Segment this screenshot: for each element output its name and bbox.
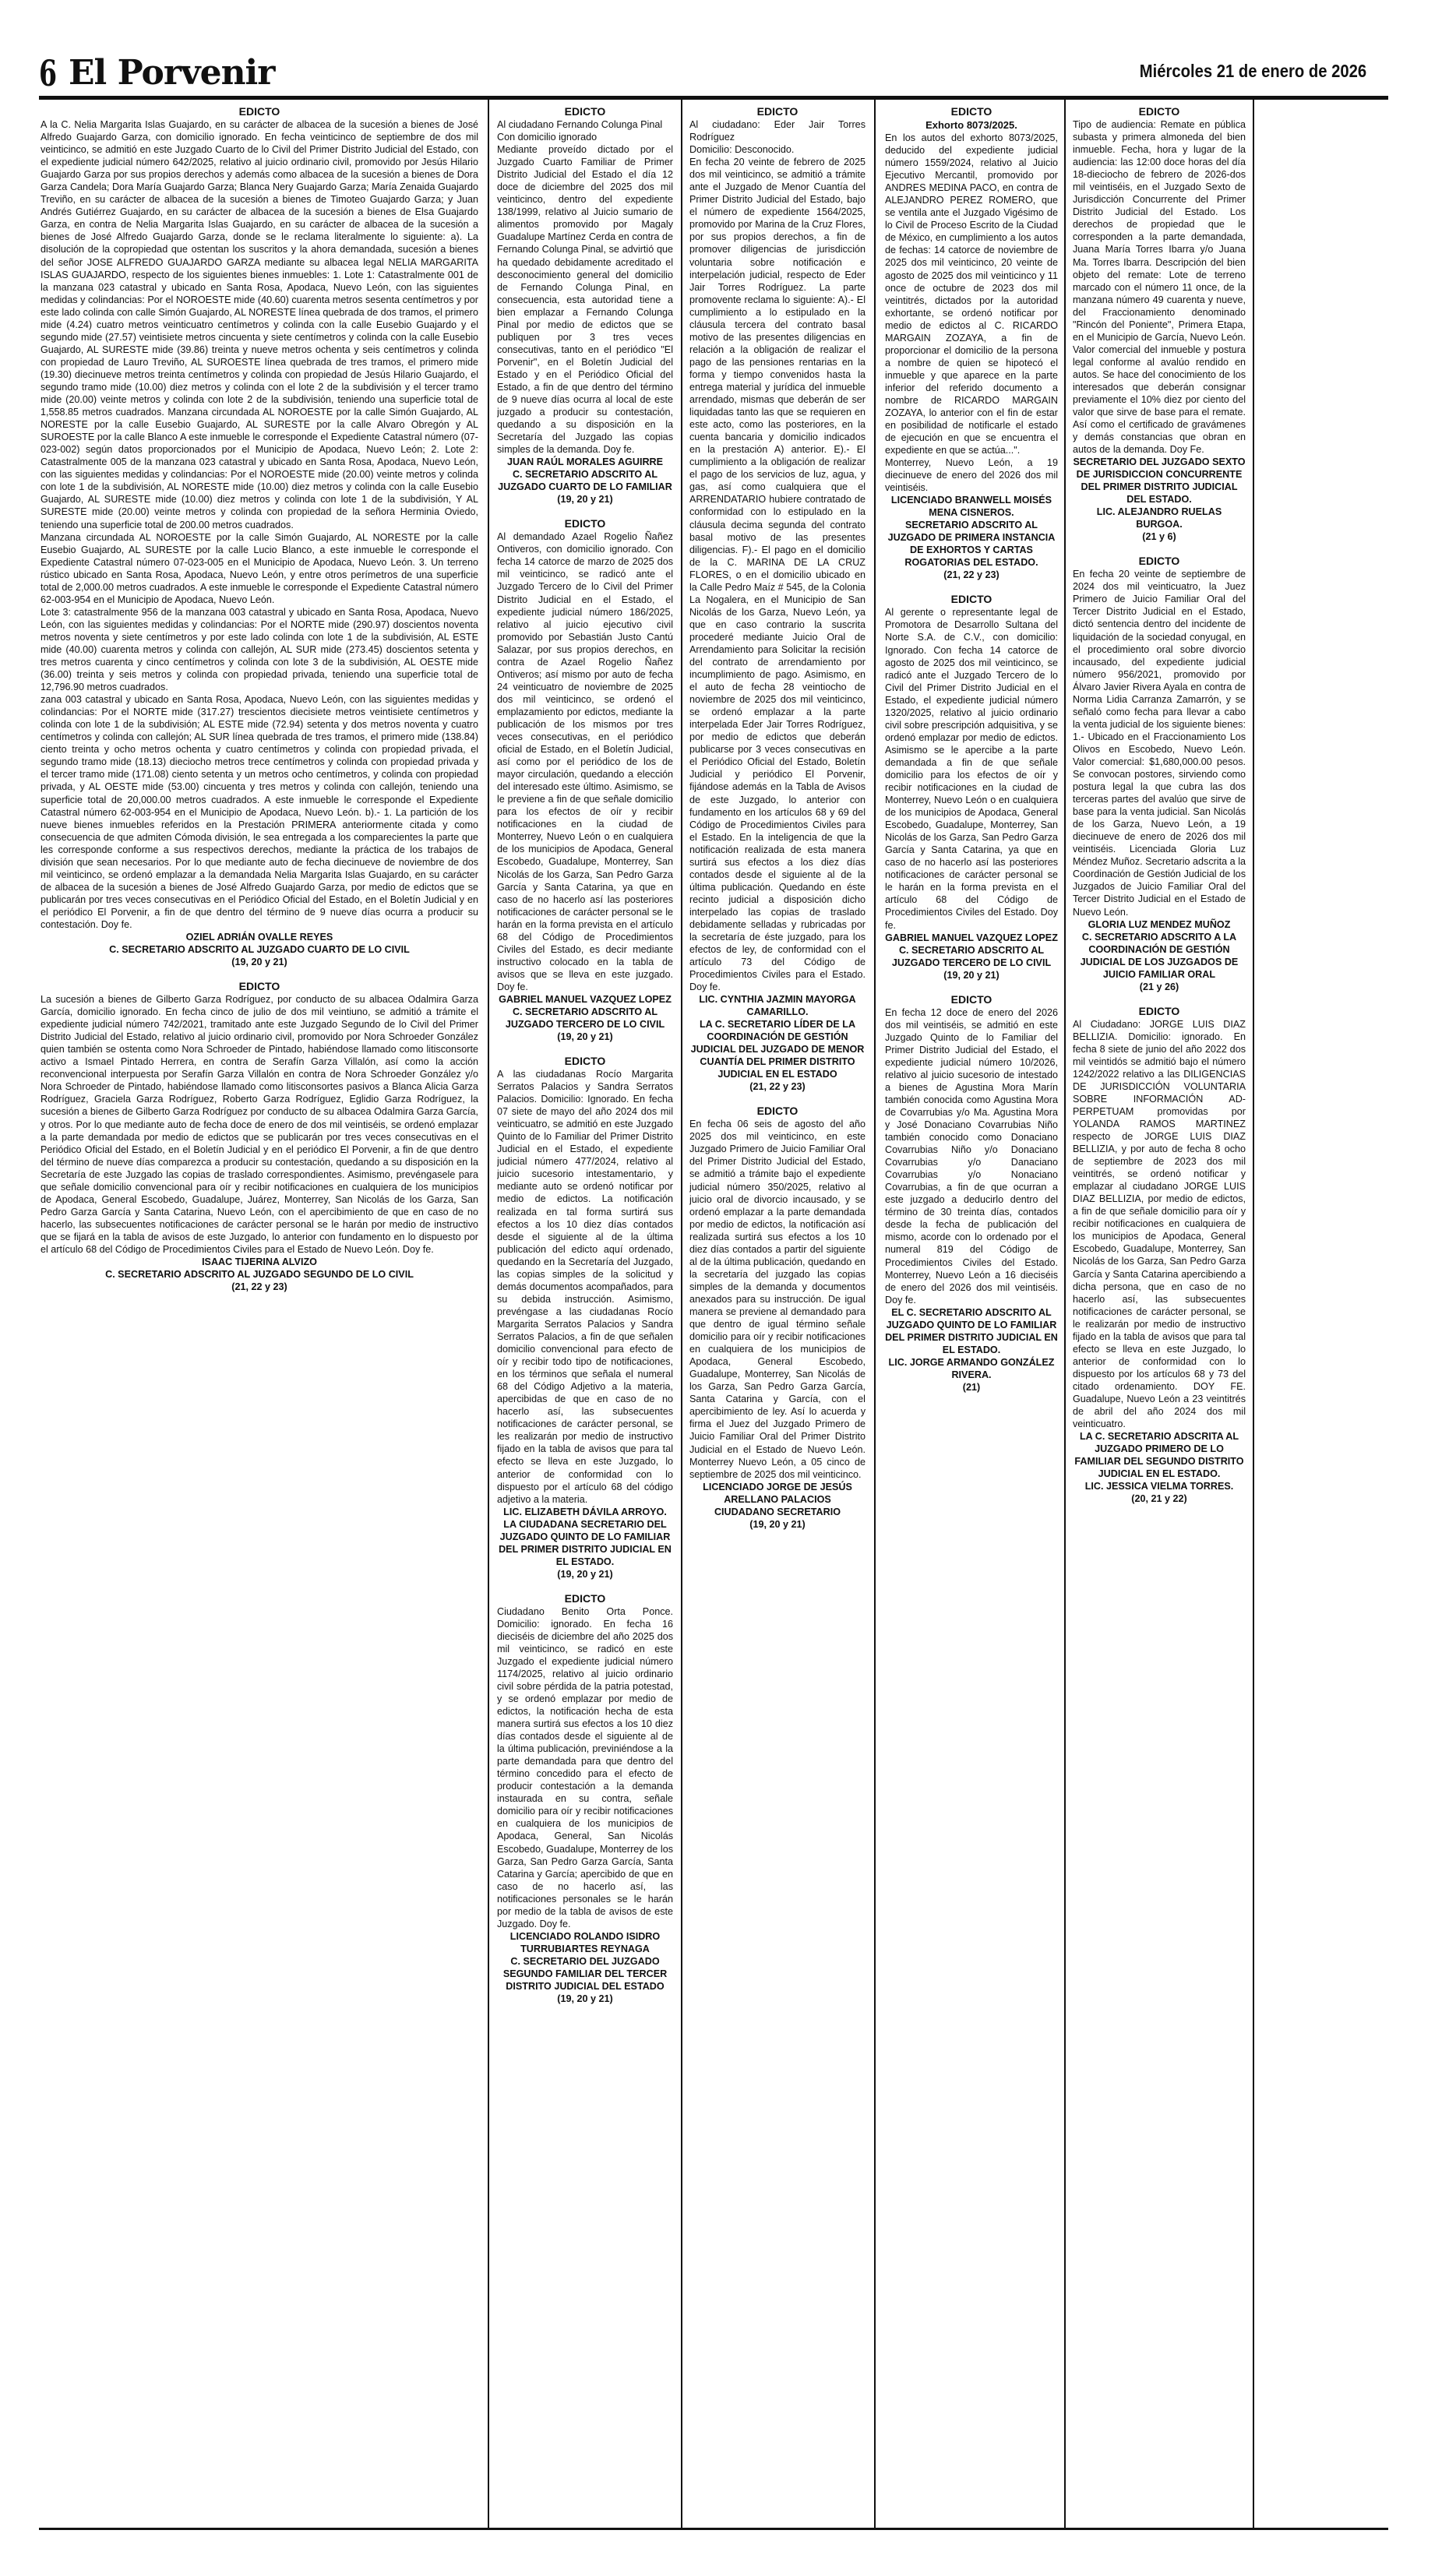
edicto-body xyxy=(885,606,1058,931)
edicto-paragraph: Al gerente o representante legal de Promotora de Desarrollo Sultana del Norte S.A. de C.V., con domicilio: Ignorado. Con fecha 14 catorce de agosto de 2025 dos mil veinticinco, se radicó ante el Juzgado Tercero de lo Civil del Primer Distrito Judicial en el Estado, el expediente judicial número 1320/2025, relativo al juicio ordinario civil sobre prescripción adquisitiva, y se ordenó emplazar por medio de edictos. Asimismo se le apercibe a la parte demandada a fin de que señale domicilio para los efectos de oír y recibir notificaciones en la ciudad de Monterrey, Nuevo León o en cualquiera de los municipios de Apodaca, General Escobedo, Guadalupe, Monterrey, San Nicolás de los Garza, San Pedro Garza García y Santa Catarina, ya que en caso de no hacerlo así las posteriores notificaciones de carácter personal se le harán en la forma prevista en el artículo 68 del Código de Procedimientos Civiles del Estado. Doy fe. xyxy=(885,607,1058,931)
column-divider xyxy=(488,100,489,2528)
edicto-signature xyxy=(885,494,1058,581)
edicto-paragraph: Tipo de audiencia: Remate en pública subasta y primera almoneda del bien inmueble. Fecha, hora y lugar de la audiencia: las 12:00 doce horas del día 18-dieciocho de febrero de 2026-dos mil veintiséis, en el Juzgado Sexto de Jurisdicción Concurrente del Primer Distrito Judicial del Estado. Los derechos de propiedad que le corresponden a la parte demandada, Juana María Torres Ibarra y/o Juana Ma. Torres Ibarra. Descripción del bien objeto del remate: Lote de terreno marcado con el número 11 once, de la manzana número 49 cuarenta y nueve, del Fraccionamiento denominado "Rincón del Poniente", Primera Etapa, en el Municipio de García, Nuevo León. Valor comercial del inmueble y postura legal conforme al avalúo rendido en autos. Se hace del conocimiento de los interesados que deberán consignar previamente el 10% diez por ciento del valor que sirve de base para el remate. Así como el certificado de gravámenes y demás constancias que obran en autos de la demanda. Doy Fe. xyxy=(1073,119,1246,456)
signature-line: (19, 20 y 21) xyxy=(557,494,613,506)
edicto-paragraph: Manzana circundada AL NOROESTE por la calle Simón Guajardo, AL NORESTE por la calle Eusebio Guajardo, AL SURESTE por la calle Lucio Blanco, a este inmueble le corresponde el Expediente Catastral número 07-023-005 en el Municipio de Apodaca, Nuevo León. 3. Un terreno rústico ubicado en Santa Rosa, Apodaca, Nuevo León, y entre otros perímetros de una superficie total de 2,000.00 metros cuadrados. A este inmueble le corresponde el Expediente Catastral número 62-003-954 en el Municipio de Apodaca, Nuevo León. xyxy=(41,531,478,605)
edicto-notice xyxy=(497,104,673,506)
edicto-notice xyxy=(41,104,478,968)
signature-line: (20, 21 y 22) xyxy=(1131,1493,1187,1505)
edicto-signature xyxy=(885,932,1058,981)
edicto-paragraph: zana 003 catastral y ubicado en Santa Rosa, Apodaca, Nuevo León, con las siguientes medidas y colindancias: Por el NORTE mide (317.27) trescientos diecisiete metros veintisiete centímetros y colinda con lote 1 de la subdivisión; AL ESTE mide (72.94) setenta y dos metros noventa y cuatro centímetros y colinda con callejón; AL SUR línea quebrada de tres tramos, el primero mide (138.84) ciento treinta y ocho metros ochenta y cuatro centímetros y colinda con propiedad privada, el segundo tramo mide (18.13) dieciocho metros trece centímetros y colinda con propiedad privada y el tercer tramo mide (171.08) ciento setenta y un metros ocho centímetros, y colinda con propiedad privada, y AL OESTE mide (53.00) cincuenta y tres metros y colinda con callejón, teniendo una superficie total de 20,000.00 metros cuadrados. A este inmueble le corresponde el Expediente Catastral número 62-003-954 en el Municipio de Apodaca, Nuevo León. b).- 1. La partición de los nueve bienes inmuebles referidos en la Prestación PRIMERA anteriormente citada y como consecuencia de que admiten Cómoda división, le sea entregada a los comparecientes la parte que les corresponde conforme a sus respectivos derechos, mediante la práctica de los trabajos de división que sean necesarios. Por lo que mediante auto de fecha diecinueve de noviembre de dos mil veinticinco, se ordenó emplazar a la demandada Nelia Margarita Islas Guajardo, en su carácter de albacea de la sucesión a bienes de José Alfredo Guajardo Garza, por medio de edictos que se publicarán por tres veces consecutivas en el Periódico Oficial del Estado, en el Boletín Judicial y en el periódico El Porvenir, a fin de que dentro del término de 9 nueve días ocurra a producir su contestación. Doy fe. xyxy=(41,694,478,930)
edicto-signature xyxy=(1073,456,1246,543)
edicto-notice xyxy=(497,1054,673,1580)
signature-line: OZIEL ADRIÁN OVALLE REYES xyxy=(185,932,333,943)
edicto-paragraph: Domicilio: Desconocido. xyxy=(689,144,795,156)
edicto-title: EDICTO xyxy=(950,105,992,118)
edicto-signature xyxy=(497,456,673,506)
edicto-notice xyxy=(41,979,478,1293)
bottom-rule xyxy=(39,2528,1388,2530)
signature-line: (19, 20 y 21) xyxy=(557,1993,613,2004)
edicto-title: EDICTO xyxy=(756,105,799,118)
signature-line: GABRIEL MANUEL VAZQUEZ LOPEZ xyxy=(499,994,672,1005)
signature-line: (19, 20 y 21) xyxy=(749,1518,806,1530)
edicto-subtitle: Exhorto 8073/2025. xyxy=(925,119,1017,131)
signature-line: (21 y 26) xyxy=(1139,981,1179,992)
edicto-title: EDICTO xyxy=(1138,105,1180,118)
edicto-title: EDICTO xyxy=(564,105,606,118)
edicto-signature xyxy=(689,1481,866,1531)
edicto-body xyxy=(497,1068,673,1506)
edicto-notice xyxy=(497,516,673,1043)
edicto-title: EDICTO xyxy=(950,992,992,1006)
signature-line: SECRETARIO DEL JUZGADO SEXTO DE JURISDICCION CONCURRENTE DEL PRIMER DISTRITO JUDICIAL DEL ESTADO. xyxy=(1073,456,1246,506)
column-divider xyxy=(874,100,876,2528)
signature-line: C. SECRETARIO ADSCRITO AL JUZGADO SEGUNDO DE LO CIVIL xyxy=(105,1269,414,1281)
signature-line: LICENCIADO JORGE DE JESÚS ARELLANO PALACIOS xyxy=(703,1481,852,1505)
edicto-paragraph: Con domicilio ignorado xyxy=(497,132,598,143)
edicto-paragraph: Al demandado Azael Rogelio Ñañez Ontiveros, con domicilio ignorado. Con fecha 14 catorce de marzo de 2025 dos mil veinticinco, se radicó ante el Juzgado Tercero de lo Civil del Primer Distrito Judicial en el Estado, el expediente judicial número 186/2025, relativo al juicio ejecutivo civil promovido por Sebastián Justo Cantú Salazar, por sus propios derechos, en contra de Azael Rogelio Ñañez Ontiveros; así mismo por auto de fecha 24 veinticuatro de noviembre de 2025 dos mil veinticinco, se ordenó el emplazamiento por edictos, mediante la publicación de los mismos por tres veces consecutivas, en el periódico oficial de Estado, en el Boletín Judicial, así como por el periódico de los de mayor circulación, quedando a elección del interesado este último. Asimismo, se le previene a fin de que señale domicilio para los efectos de oír y recibir notificaciones en la ciudad de Monterrey, Nuevo León o en cualquiera de los municipios de Apodaca, General Escobedo, Guadalupe, Monterrey, San Nicolás de los Garza, San Pedro Garza García y Santa Catarina, ya que en caso de no hacerlo así las posteriores notificaciones de carácter personal se le harán en la forma prevista en el artículo 68 del Código de Procedimientos Civiles del Estado, es decir mediante instructivo colocado en la tabla de avisos que se lleva en este juzgado. Doy fe. xyxy=(497,531,673,992)
edicto-body xyxy=(1073,1018,1246,1431)
edicto-notice xyxy=(497,1591,673,2005)
signature-line: CIUDADANO SECRETARIO xyxy=(714,1506,841,1517)
edicto-paragraph: Al ciudadano Fernando Colunga Pinal xyxy=(497,119,663,130)
edicto-notice xyxy=(885,992,1058,1394)
column-2 xyxy=(497,100,673,2528)
edicto-body xyxy=(497,118,673,456)
edicto-paragraph: La sucesión a bienes de Gilberto Garza Rodríguez, por conducto de su albacea Odalmira Garza García, domicilio ignorado. En fecha cinco de julio de dos mil veintiuno, se admitió a trámite el expediente judicial número 742/2021, tramitado ante este Juzgado Segundo de lo Civil del Primer Distrito Judicial del Estado, relativo al juicio ordinario civil, promovido por Nora Schroeder González quien también se ostenta como Nora Schroeder de Pintado, habiéndose llamado como litisconsorte activo a Ismael Pintado Herrera, en contra de Serafín Garza Villalón, así como la acción reconvencional interpuesta por Serafín Garza Villalón en contra de Nora Schroeder González y/o Nora Schroeder de Pintado, habiéndose llamado como litisconsortes pasivos a Blanca Alicia Garza Rodríguez, Graciela Garza Rodríguez, Roberto Garza Rodríguez, Eglidio Garza Rodríguez, la sucesión a bienes de Gilberto Garza Rodríguez por conducto de su albacea Odalmira Garza García, y otros. Por lo que mediante auto de fecha doce de enero de dos mil veintiséis, se ordenó emplazar a la parte demandada por medio de edictos que se publicarán por tres veces consecutivas en el Periódico Oficial del Estado, en el Boletín Judicial y en el periódico El Porvenir, a fin de que dentro del término de nueve días comparezca a producir su contestación, quedando a su disposición en la Secretaría de este Juzgado las copias de traslado correspondientes. Asimismo, prevéngasele para que señale domicilio convencional para oír y recibir notificaciones en cualquiera de los municipios de Apodaca, General Escobedo, Guadalupe, Juárez, Monterrey, San Nicolás de los Garza, San Pedro Garza García y Santa Catarina, Nuevo León, con el apercibimiento de que en caso de no hacerlo, las subsecuentes notificaciones de carácter personal se le harán por medio de instructivo que se fijará en la tabla de avisos de este Juzgado, lo anterior con fundamento en lo dispuesto por el artículo 68 del Código de Procedimientos Civiles para el Estado de Nuevo León. Doy fe. xyxy=(41,994,478,1255)
signature-line: C. SECRETARIO ADSCRITO AL JUZGADO TERCERO DE LO CIVIL xyxy=(891,944,1052,968)
signature-line: LA C. SECRETARIO ADSCRITA AL JUZGADO PRIMERO DE LO FAMILIAR DEL SEGUNDO DISTRITO JUDICIAL EN EL ESTADO. xyxy=(1074,1431,1244,1480)
signature-line: (19, 20 y 21) xyxy=(943,969,999,981)
column-divider xyxy=(1064,100,1066,2528)
edicto-notice xyxy=(885,104,1058,581)
edicto-paragraph: Lote 3: catastralmente 956 de la manzana 003 catastral y ubicado en Santa Rosa, Apodaca, Nuevo León, con las siguientes medidas y colindancias: Por el NORTE mide (290.97) doscientos noventa metros noventa y siete centímetros y por este lado colinda con lote 1 de la subdivisión, AL ESTE mide (40.00) cuarenta metros y colinda con callejón, AL SUR mide (273.45) doscientos setenta y tres metros cuarenta y cinco centímetros y colinda con lote 3 de la subdivisión, AL OESTE mide (36.00) treinta y seis metros y colinda con propiedad privada, teniendo una superficie total de 12,796.90 metros cuadrados. xyxy=(41,606,478,693)
edicto-notice xyxy=(1073,104,1246,543)
edicto-signature xyxy=(497,993,673,1043)
edicto-title: EDICTO xyxy=(238,980,280,993)
edicto-body xyxy=(41,118,478,931)
signature-line: (19, 20 y 21) xyxy=(231,957,287,968)
edicto-notice xyxy=(1073,554,1246,992)
edicto-title: EDICTO xyxy=(564,1591,606,1605)
edicto-body xyxy=(41,993,478,1256)
edicto-title: EDICTO xyxy=(564,1055,606,1067)
edicto-signature xyxy=(689,993,866,1093)
page-number: 6 xyxy=(39,52,57,94)
edicto-notice xyxy=(689,104,866,1093)
edicto-notice xyxy=(689,1104,866,1530)
issue-date: Miércoles 21 de enero de 2026 xyxy=(1139,61,1366,81)
column-4 xyxy=(885,100,1058,2528)
newspaper-name: El Porvenir xyxy=(69,53,275,93)
edicto-paragraph: En fecha 20 veinte de septiembre de 2024 dos mil veinticuatro, la Juez Primero de Juicio Familiar Oral del Tercer Distrito Judicial en el Estado, dictó sentencia dentro del incidente de liquidación de la sociedad conyugal, en el procedimiento oral sobre divorcio incausado, del expediente judicial número 956/2021, promovido por Álvaro Javier Rivera Ayala en contra de Norma Lidia Carranza Zamarrón, y se señaló como fecha para llevar a cabo la venta judicial de los siguiente bienes: 1.- Ubicado en el Fraccionamiento Los Olivos en Escobedo, Nuevo León. Valor comercial: $1,680,000.00 pesos. Se convocan postores, sirviendo como postura legal la que cubra las dos terceras partes del avalúo que sirve de base para la venta judicial. San Nicolás de los Garza, Nuevo León, a 19 diecinueve de enero de 2026 dos mil veintiséis. Licenciada Gloria Luz Méndez Muñoz. Secretario adscrita a la Coordinación de Gestión Judicial de los Juzgados de Juicio Familiar Oral del Tercer Distrito Judicial en el Estado de Nuevo León. xyxy=(1073,569,1246,918)
edicto-title: EDICTO xyxy=(1138,1004,1180,1017)
signature-line: LIC. ALEJANDRO RUELAS BURGOA. xyxy=(1096,506,1222,530)
edicto-body xyxy=(885,132,1058,494)
edicto-title: EDICTO xyxy=(1138,555,1180,568)
column-5 xyxy=(1073,100,1246,2528)
signature-line: LIC. JORGE ARMANDO GONZÁLEZ RIVERA. xyxy=(888,1356,1055,1380)
signature-line: C. SECRETARIO ADSCRITO A LA COORDINACIÓN DE GESTIÓN JUDICIAL DE LOS JUZGADOS DE JUICIO FAMILIAR ORAL xyxy=(1080,931,1239,980)
edicto-title: EDICTO xyxy=(756,1105,799,1118)
edicto-paragraph: Mediante proveído dictado por el Juzgado Cuarto Familiar de Primer Distrito Judicial del Estado el día 12 doce de diciembre del 2025 dos mil veinticinco, dentro del expediente 138/1999, relativo al Juicio sumario de alimentos promovido por Magaly Guadalupe Martínez Cerda en contra de Fernando Colunga Pinal, se advirtió que ha quedado debidamente acreditado el desconocimiento general del domicilio de Fernando Colunga Pinal, en consecuencia, esta autoridad tiene a bien emplazar a Fernando Colunga Pinal por medio de edictos que se publiquen por 3 tres veces consecutivas, tanto en el periódico "El Porvenir", en el Boletín Judicial del Estado y en el Periódico Oficial del Estado, a fin de que dentro del término de 9 nueve días ocurra al local de este juzgado a producir su contestación, quedando a su disposición en la Secretaría del Juzgado las copias simples de la demanda. Doy fe. xyxy=(497,144,673,456)
edicto-notice xyxy=(1073,1004,1246,1506)
signature-line: SECRETARIO ADSCRITO AL JUZGADO DE PRIMERA INSTANCIA DE EXHORTOS Y CARTAS ROGATORIAS DEL ESTADO. xyxy=(887,520,1056,569)
edicto-signature xyxy=(41,1256,478,1293)
edicto-body xyxy=(1073,568,1246,918)
signature-line: JUAN RAÚL MORALES AGUIRRE xyxy=(506,456,664,468)
edicto-signature xyxy=(497,1506,673,1580)
edicto-paragraph: En fecha 06 seis de agosto del año 2025 dos mil veinticinco, en este Juzgado Primero de Juicio Familiar Oral del Primer Distrito Judicial del Estado, se admitió a trámite bajo el expediente judicial número 350/2025, relativo al juicio oral de divorcio incausado, y se ordenó emplazar a la parte demandada por medio de edictos, la notificación así realizada surtirá sus efectos a los 10 diez días contados a partir del siguiente al de la última publicación, quedando en la secretaría del juzgado las copias simples de la demanda y documentos anexados para su instrucción. De igual manera se previene al demandado para que dentro de igual término señale domicilio para oír y recibir notificaciones en cualquiera de los municipios de Apodaca, General Escobedo, Guadalupe, Monterrey, San Nicolás de los Garza, San Pedro Garza García, Santa Catarina y García, con el apercibimiento de ley. Así lo acuerda y firma el Juez del Juzgado Primero de Juicio Familiar Oral del Primer Distrito Judicial en el Estado de Nuevo León. Monterrey Nuevo León, a 05 cinco de septiembre de 2025 dos mil veinticinco. xyxy=(689,1119,866,1480)
signature-line: (21 y 6) xyxy=(1142,531,1176,543)
signature-line: LICENCIADO ROLANDO ISIDRO TURRUBIARTES REYNAGA xyxy=(509,1930,661,1954)
signature-line: (19, 20 y 21) xyxy=(557,1031,613,1042)
column-divider xyxy=(681,100,682,2528)
edicto-body xyxy=(689,1118,866,1480)
edicto-body xyxy=(497,530,673,993)
edicto-signature xyxy=(497,1930,673,2005)
edicto-paragraph: Monterrey, Nuevo León, a 19 diecinueve de enero del 2026 dos mil veintiséis. xyxy=(885,457,1058,494)
signature-line: (21) xyxy=(962,1381,981,1393)
edicto-body xyxy=(1073,118,1246,456)
edicto-body xyxy=(689,118,866,993)
edicto-title: EDICTO xyxy=(238,105,280,118)
edicto-title: EDICTO xyxy=(950,593,992,606)
signature-line: (19, 20 y 21) xyxy=(557,1568,613,1580)
edicto-signature xyxy=(41,931,478,968)
signature-line: (21, 22 y 23) xyxy=(943,569,999,581)
signature-line: (21, 22 y 23) xyxy=(749,1081,806,1093)
signature-line: EL C. SECRETARIO ADSCRITO AL JUZGADO QUINTO DE LO FAMILIAR DEL PRIMER DISTRITO JUDICIAL EN EL ESTADO. xyxy=(885,1306,1058,1355)
signature-line: LA C. SECRETARIO LÍDER DE LA COORDINACIÓN DE GESTIÓN JUDICIAL DEL JUZGADO DE MENOR CUANTÍA DEL PRIMER DISTRITO JUDICIAL EN EL ESTADO xyxy=(690,1019,865,1080)
edicto-paragraph: En fecha 12 doce de enero del 2026 dos mil veintiséis, se admitió en este Juzgado Quinto de lo Familiar del Primer Distrito Judicial del Estado, el expediente judicial número 10/2026, relativo al juicio sucesorio de intestado a bienes de Agustina Mora Marín también conocida como Agustina Mora de Covarrubias y/o Ma. Agustina Mora y José Donaciano Covarrubias Niño también conocido como Donaciano Covarrubias Niño y/o Donaciano Covarrubias y/o Danaciano Covarrubias y/o Nonaciano Covarrubias, a fin de que ocurran a este juzgado a deducirlo dentro del término de 30 treinta días, contados desde la fecha de publicación del mismo, acorde con lo ordenado por el numeral 819 del Código de Procedimientos Civiles del Estado. Monterrey, Nuevo León a 16 dieciséis de enero del 2026 dos mil veintiséis. Doy fe. xyxy=(885,1006,1058,1306)
signature-line: LIC. ELIZABETH DÁVILA ARROYO. xyxy=(503,1506,667,1517)
signature-line: C. SECRETARIO ADSCRITO AL JUZGADO CUARTO DE LO CIVIL xyxy=(109,944,410,956)
edicto-paragraph: Al ciudadano: Eder Jair Torres Rodríguez xyxy=(689,119,866,143)
signature-line: LIC. JESSICA VIELMA TORRES. xyxy=(1084,1481,1234,1492)
signature-line: LICENCIADO BRANWELL MOISÉS MENA CISNEROS. xyxy=(890,495,1052,519)
edicto-paragraph: A la C. Nelia Margarita Islas Guajardo, en su carácter de albacea de la sucesión a bienes de José Alfredo Guajardo Garza, con domicilio ignorado. En fecha veinticinco de septiembre de dos mil veinticinco, se admitió en este Juzgado Cuarto de lo Civil del Primer Distrito Judicial del Estado, con el expediente judicial número 642/2025, relativo al juicio ordinario civil, promovido por Jesús Hilario Guajardo Garza por sus propios derechos y además como albacea de la sucesión a bienes de Dora Garza Candela; Dora María Guajardo Garza; Blanca Nery Guajardo Garza; María Zenaida Guajardo Treviño, en su carácter de albacea de la sucesión a bienes de Timoteo Guajardo Garza; y Juan Andrés Gutiérrez Guajardo, en su carácter de albacea de la sucesión a bienes de Elsa Guajardo Garza, en contra de Nelia Margarita Islas Guajardo, en su carácter de albacea de la sucesión a bienes de José Alfredo Guajardo Garza, donde se le reclama literalmente lo siguiente: a). La disolución de la copropiedad que ostentan los suscritos y la ahora demandada, sucesión a bienes del señor JOSE ALFREDO GUAJARDO GARZA mediante su albacea legal NELIA MARGARITA ISLAS GUAJARDO, respecto de los siguientes bienes inmuebles: 1. Lote 1: Catastralmente 001 de la manzana 023 catastral y ubicado en Santa Rosa, Apodaca, Nuevo León, con las siguientes medidas y colindancias: Por el NOROESTE mide (40.60) cuarenta metros sesenta centímetros y por este lado colinda con calle Simón Guajardo, AL NORESTE línea quebrada de dos tramos, el primero mide (4.24) cuatro metros veinticuatro centímetros y colinda con la calle Eusebio Guajardo y el segundo mide (27.57) veintisiete metros cincuenta y siete centímetros y colinda con la calle Eusebio Guajardo, AL SURESTE mide (39.86) treinta y nueve metros ochenta y seis centímetros y colinda con propiedad de Lauro Treviño, AL SUROESTE línea quebrada de tres tramos, el primero mide (19.30) diecinueve metros treinta centímetros y colinda con propiedad de Jesús Hilario Guajardo, el segundo tramo mide (10.00) diez metros y colinda con el lote 2 de la subdivisión y el tercer tramo mide (20.00) veinte metros y colinda con lote 2 de la subdivisión, teniendo una superficie total de 1,558.85 metros cuadrados. Manzana circundada AL NOROESTE por la calle Simón Guajardo, AL NORESTE por la calle Eusebio Guajardo, AL SURESTE por la calle Alvaro Obregón y AL SUROESTE por la calle Blanco A este inmueble le corresponde el Expediente Catastral número (07-023-002) según datos proporcionados por el Municipio de Apodaca, Nuevo León; 2. Lote 2: Catastralmente 005 de la manzana 023 catastral y ubicado en Santa Rosa, Apodaca, Nuevo León, con las siguientes medidas y colindancias: Por el NOROESTE mide (20.00) veinte metros y colinda con lote 1 de la subdivisión, AL NORESTE mide (10.00) diez metros y colinda con la calle Eusebio Guajardo, AL SURESTE mide (10.00) diez metros y colinda con lote 1 de la subdivisión, Y AL SURESTE mide (20.00) veinte metros y colinda con propiedad de la señora Herminia Oviedo, teniendo una superficie total de 200.00 metros cuadrados. xyxy=(41,119,478,530)
signature-line: (21, 22 y 23) xyxy=(231,1281,287,1293)
edicto-body xyxy=(885,1006,1058,1306)
edicto-body xyxy=(497,1605,673,1930)
edicto-paragraph: Ciudadano Benito Orta Ponce. Domicilio: ignorado. En fecha 16 dieciséis de diciembre del año 2025 dos mil veinticinco, se radicó en este Juzgado el expediente judicial número 1174/2025, relativo al juicio ordinario civil sobre pérdida de la patria potestad, y se ordenó emplazar por medio de edictos, la notificación hecha de esta manera surtirá sus efectos a los 10 diez días contados desde el siguiente al de la última publicación, previniéndose a la parte demandada para que dentro del término concedido para el efecto de producir contestación a la demanda instaurada en su contra, señale domicilio para oír y recibir notificaciones en cualquiera de los municipios de Apodaca, General, San Nicolás Escobedo, Guadalupe, Monterrey de los Garza, San Pedro Garza García, Santa Catarina y García; apercibido de que en caso de no hacerlo así, las notificaciones personales se le harán por medio de la tabla de avisos de este Juzgado. Doy fe. xyxy=(497,1605,673,1929)
masthead xyxy=(39,53,1426,93)
column-1 xyxy=(41,100,478,2528)
signature-line: C. SECRETARIO ADSCRITO AL JUZGADO CUARTO DE LO FAMILIAR xyxy=(498,469,672,493)
edicto-paragraph: En los autos del exhorto 8073/2025, deducido del expediente judicial número 1559/2024, relativo al Juicio Ejecutivo Mercantil, promovido por ANDRES MEDINA PACO, en contra de ALEJANDRO PEREZ ROMERO, que se ventila ante el Juzgado Vigésimo de lo Civil de Proceso Escrito de la Ciudad de México, en cumplimiento a los autos de fechas: 14 catorce de noviembre de 2025 dos mil veinticinco, 20 veinte de agosto de 2025 dos mil veinticinco y 11 once de octubre de 2023 dos mil veintitrés, dictados por la autoridad exhortante, se ordenó notificar por medio de edictos al C. RICARDO MARGAIN ZOZAYA, a fin de proporcionar el domicilio de la persona a nombre de quien se hipotecó el inmueble y que aparece en la parte inferior del referido documento a nombre de RICARDO MARGAIN ZOZAYA, lo anterior con el fin de estar en posibilidad de notificarle el estado de ejecución en que se encuentra el expediente en que se actúa...". xyxy=(885,132,1058,456)
column-3 xyxy=(689,100,866,2528)
edicto-title: EDICTO xyxy=(564,517,606,530)
signature-line: LIC. CYNTHIA JAZMIN MAYORGA CAMARILLO. xyxy=(699,994,856,1018)
column-divider xyxy=(1253,100,1254,2528)
signature-line: GLORIA LUZ MENDEZ MUÑOZ xyxy=(1088,918,1231,930)
edicto-signature xyxy=(1073,1430,1246,1505)
signature-line: ISAAC TIJERINA ALVIZO xyxy=(202,1256,317,1268)
edicto-signature xyxy=(1073,918,1246,993)
signature-line: C. SECRETARIO ADSCRITO AL JUZGADO TERCERO DE LO CIVIL xyxy=(505,1006,665,1030)
edicto-paragraph: A las ciudadanas Rocío Margarita Serratos Palacios y Sandra Serratos Palacios. Domicilio: Ignorado. En fecha 07 siete de mayo del año 2024 dos mil veinticuatro, se admitió en este Juzgado Quinto de lo Familiar del Primer Distrito Judicial en el Estado, el expediente judicial número 477/2024, relativo al juicio sucesorio intestamentario, y mediante auto se ordenó notificar por medio de edictos. La notificación realizada en tal forma surtirá sus efectos a los 10 diez días contados desde el siguiente al de la última publicación del edicto aquí ordenado, quedando en la Secretaría del Juzgado, las copias simples de la solicitud y demás documentos acompañados, para su debida instrucción. Asimismo, prevéngase a las ciudadanas Rocío Margarita Serratos Palacios y Sandra Serratos Palacios, a fin de que señalen domicilio convencional para efecto de oír y recibir todo tipo de notificaciones, en los términos que señala el numeral 68 del Código Adjetivo a la materia, apercibidas de que en caso de no hacerlo así, las subsecuentes notificaciones de carácter personal, se les realizarán por medio de instructivo fijado en la tabla de avisos que para tal efecto se lleva en este Juzgado, lo anterior de conformidad con lo dispuesto por el artículo 68 del código adjetivo a la materia. xyxy=(497,1069,673,1505)
edicto-signature xyxy=(885,1306,1058,1394)
edicto-paragraph: En fecha 20 veinte de febrero de 2025 dos mil veinticinco, se admitió a trámite ante el Juzgado de Menor Cuantía del Primer Distrito Judicial del Estado, bajo el número de expediente 1564/2025, promovido por Marina de la Cruz Flores, por sus propios derechos, a fin de promover diligencias de jurisdicción voluntaria sobre notificación e interpelación judicial, respecto de Eder Jair Torres Rodríguez. La parte promovente reclama lo siguiente: A).- El cumplimiento a lo estipulado en la cláusula tercera del contrato basal motivo de las presentes diligencias en relación a la obligación de realizar el pago de las pensiones rentarias en la forma y tiempo convenidos hasta la entrega material y jurídica del inmueble arrendado, mismas que deberán de ser liquidadas tanto las que se requieren en este acto, como las posteriores, en la cuenta bancaria y domicilio indicados en la prestación A) anterior. E).- El cumplimiento a la obligación de realizar el pago de los servicios de luz, agua, y gas, así como cualquiera que el ARRENDATARIO hubiere contratado de conformidad con lo estipulado en la cláusula decima segunda del contrato basal motivo de las presentes diligencias. F).- El pago en el domicilio de la C. MARINA DE LA CRUZ FLORES, o en el domicilio ubicado en la Calle Pedro Maíz # 545, de la Colonia La Nogalera, en el Municipio de San Nicolás de los Garza, Nuevo León, ya que en caso contrario la suscrita procederé mediante Juicio Oral de Arrendamiento para Solicitar la recisión del contrato de arrendamiento por incumplimiento de pago. Asimismo, en el auto de fecha 28 veintiocho de noviembre de 2025 dos mil veinticinco, se ordenó emplazar a la parte interpelada Eder Jair Torres Rodríguez, por medio de edictos que deberán publicarse por 3 veces consecutivas en el Periódico Oficial del Estado, Boletín Judicial y periódico El Porvenir, fijándose además en la Tabla de Avisos de este Juzgado, lo anterior con fundamento en los artículos 68 y 69 del Código de Procedimientos Civiles para el Estado. En la inteligencia de que la notificación realizada de esta manera surtirá sus efectos a los diez días contados desde el siguiente al de la última publicación. Quedando en éste recinto judicial a disposición dicho interpelado las copias de traslado debidamente selladas y rubricadas por la secretaría de éste juzgado, para los efectos de ley, de conformidad con el artículo 73 del Código de Procedimientos Civiles para el Estado. Doy fe. xyxy=(689,157,866,993)
signature-line: LA CIUDADANA SECRETARIO DEL JUZGADO QUINTO DE LO FAMILIAR DEL PRIMER DISTRITO JUDICIAL EN EL ESTADO. xyxy=(499,1518,672,1567)
signature-line: GABRIEL MANUEL VAZQUEZ LOPEZ xyxy=(885,932,1058,943)
signature-line: C. SECRETARIO DEL JUZGADO SEGUNDO FAMILIAR DEL TERCER DISTRITO JUDICIAL DEL ESTADO xyxy=(502,1955,668,1992)
edicto-notice xyxy=(885,592,1058,981)
edicto-paragraph: Al Ciudadano: JORGE LUIS DIAZ BELLIZIA. Domicilio: ignorado. En fecha 8 siete de junio del año 2022 dos mil veintidós se admitió bajo el número 1242/2022 relativo a las DILIGENCIAS DE JURISDICCIÓN VOLUNTARIA SOBRE INFORMACIÓN AD-PERPETUAM promovidas por YOLANDA RAMOS MARTINEZ respecto de JORGE LUIS DIAZ BELLIZIA, y por auto de fecha 8 ocho de septiembre de 2023 dos mil veintitrés, se ordenó notificar y emplazar al ciudadano JORGE LUIS DIAZ BELLIZIA, por medio de edictos, a fin de que señale domicilio para oír y recibir notificaciones en cualquiera de los municipios de Apodaca, General Escobedo, Guadalupe, Monterrey, San Nicolás de los Garza, San Pedro Garza García y Santa Catarina apercibiendo a dicha persona, que en caso de no hacerlo así, las subsecuentes notificaciones de carácter personal, se le realizarán por medio de instructivo fijado en la tabla de avisos que para tal efecto se lleva en este Juzgado, lo anterior de conformidad con lo dispuesto por los artículos 68 y 73 del citado ordenamiento. DOY FE. Guadalupe, Nuevo León a 23 veintitrés de abril del año 2024 dos mil veinticuatro. xyxy=(1073,1018,1246,1430)
